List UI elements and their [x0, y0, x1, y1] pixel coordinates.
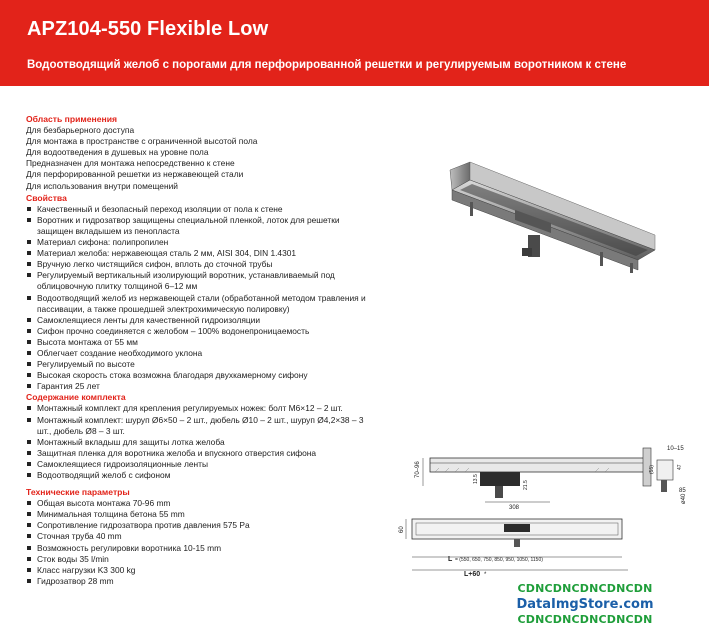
list-item: Сток воды 35 l/min — [26, 554, 371, 565]
list-item: Водоотводящий желоб с сифоном — [26, 470, 371, 481]
list-item: Минимальная толщина бетона 55 mm — [26, 509, 371, 520]
product-subtitle: Водоотводящий желоб с порогами для перфорированной решетки и регулируемым воротником к стене — [27, 59, 627, 71]
section-heading-kit: Содержание комплекта — [26, 392, 126, 403]
list-item: Высокая скорость стока возможна благодаря двухкамерному сифону — [26, 370, 371, 381]
list-item: Для безбарьерного доступа — [26, 125, 135, 136]
list-item: Для водоотведения в душевых на уровне пола — [26, 147, 209, 158]
list-item: Сифон прочно соединяется с желобом – 100% водонепроницаемость — [26, 326, 371, 337]
list-item: Качественный и безопасный переход изоляции от пола к стене — [26, 204, 371, 215]
product-title: APZ104-550 Flexible Low — [27, 18, 269, 40]
section-heading-application: Область применения — [26, 114, 117, 124]
list-item: Гидрозатвор 28 mm — [26, 576, 371, 587]
list-item: Воротник и гидрозатвор защищены специальной пленкой, лоток для решетки защищен вкладышем из пенопласта — [26, 215, 371, 237]
list-item: Возможность регулировки воротника 10-15 mm — [26, 543, 371, 554]
list-item: Материал сифона: полипропилен — [26, 237, 371, 248]
specs-list — [26, 498, 371, 587]
list-item: Сопротивление гидрозатвора против давления 575 Pa — [26, 520, 371, 531]
list-item: Для использования внутри помещений — [26, 180, 178, 191]
application-list — [26, 125, 371, 192]
length-plus-label: L+60 — [464, 571, 481, 578]
section-heading-properties: Свойства — [26, 192, 67, 203]
list-item: Общая высота монтажа 70-96 mm — [26, 498, 371, 509]
dim-10-15: 10–15 — [667, 446, 684, 452]
list-item: Облегчает создание необходимого уклона — [26, 348, 371, 359]
list-item: Самоклеящиеся ленты для качественной гидроизоляции — [26, 315, 371, 326]
dim-21-5: 21.5 — [523, 480, 529, 490]
plan-height-60: 60 — [399, 526, 405, 533]
length-plus-suffix: * — [484, 572, 487, 578]
dim-85: 85 — [679, 488, 686, 494]
list-item: Для монтажа в пространстве с ограниченной высотой пола — [26, 136, 258, 147]
length-label: L — [448, 556, 453, 563]
properties-list — [26, 204, 371, 393]
list-item: Предназначен для монтажа непосредственно к стене — [26, 158, 235, 169]
list-item: Регулируемый по высоте — [26, 359, 371, 370]
watermark-line-3: CDNCDNCDNCDNCDN — [517, 613, 653, 626]
list-item: Высота монтажа от 55 мм — [26, 337, 371, 348]
dim-47: 47 — [677, 464, 683, 470]
header-banner — [0, 0, 709, 86]
dim-d40: ø40 — [681, 493, 687, 504]
product-image — [400, 140, 680, 280]
list-item: Гарантия 25 лет — [26, 381, 371, 392]
list-item: Монтажный комплект: шуруп Ø6×50 – 2 шт., дюбель Ø10 – 2 шт., шуруп Ø4,2×38 – 3 шт., дюбель Ø8 – 3 шт. — [26, 415, 371, 437]
list-item: Регулируемый вертикальный изолирующий воротник, устанавливаемый под облицовочную плитку толщиной 6–12 мм — [26, 270, 371, 292]
spec-content — [26, 114, 371, 587]
plan-drawing — [400, 515, 640, 580]
list-item: Вручную легко чистящийся сифон, вплоть до сточной трубы — [26, 259, 371, 270]
dim-55: (55) — [649, 465, 655, 474]
dim-308: 308 — [509, 505, 520, 511]
watermark — [500, 582, 670, 627]
list-item: Самоклеящиеся гидроизоляционные ленты — [26, 459, 371, 470]
dim-13-5: 13.5 — [473, 474, 479, 484]
kit-list — [26, 403, 371, 481]
list-item: Монтажный комплект для крепления регулируемых ножек: болт М6×12 – 2 шт. — [26, 403, 371, 414]
watermark-line-1: CDNCDNCDNCDNCDN — [517, 582, 653, 595]
section-heading-specs: Технические параметры — [26, 487, 130, 498]
list-item: Защитная пленка для воротника желоба и впускного отверстия сифона — [26, 448, 371, 459]
section-drawing — [385, 440, 705, 515]
list-item: Сточная труба 40 mm — [26, 531, 371, 542]
list-item: Для перфорированной решетки из нержавеющей стали — [26, 169, 244, 180]
list-item: Водоотводящий желоб из нержавеющей стали (обработанной методом травления и пассивации, а также прошедшей электрохимическую полировку) — [26, 293, 371, 315]
dim-height: 70–96 — [415, 461, 421, 478]
list-item: Класс нагрузки K3 300 kg — [26, 565, 371, 576]
length-values: = (550, 650, 750, 850, 950, 1050, 1150) — [455, 557, 543, 563]
watermark-line-2: DataImgStore.com — [516, 597, 654, 612]
list-item: Материал желоба: нержавеющая сталь 2 мм, AISI 304, DIN 1.4301 — [26, 248, 371, 259]
list-item: Монтажный вкладыш для защиты лотка желоба — [26, 437, 371, 448]
